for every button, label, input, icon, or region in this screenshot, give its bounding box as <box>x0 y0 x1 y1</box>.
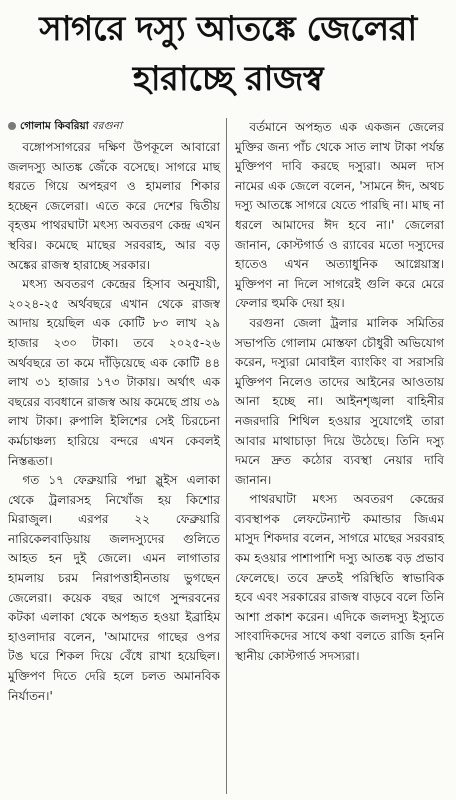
paragraph: বঙ্গোপসাগরের দক্ষিণ উপকূলে আবারো জলদস্যু আতঙ্ক জেঁকে বসেছে। সাগরে মাছ ধরতে গিয়ে অপহরণ ও হামলার শিকার হচ্ছেন জেলেরা। এতে করে দেশের দ্বিতীয় বৃহত্তম পাথরঘাটা মৎস্য অবতরণ কেন্দ্র এখন স্থবির। কমেছে মাছের সরবরাহ, আর বড় অঙ্কের রাজস্ব হারাচ্ছে সরকার। <box>8 140 220 272</box>
paragraph: পাথরঘাটা মৎস্য অবতরণ কেন্দ্রের ব্যবস্থাপক লেফটেন্যান্ট কমান্ডার জিএম মাসুদ শিকদার বলেন, সাগরে মাছের সরবরাহ কম হওয়ার পাশাপাশি দস্যু আতঙ্ক বড় প্রভাব ফেলেছে। তবে দ্রুতই পরিস্থিতি স্বাভাবিক হবে এবং সরকারের রাজস্ব বাড়বে বলে তিনি আশা প্রকাশ করেন। এদিকে জলদস্যু ইস্যুতে সাংবাদিকদের সাথে কথা বলতে রাজি হননি স্থানীয় কোস্টগার্ড সদস্যরা। <box>235 492 444 664</box>
bullet-icon <box>8 122 16 130</box>
headline <box>8 0 448 104</box>
paragraph: গত ১৭ ফেব্রুয়ারি পদ্মা স্লুইস এলাকা থেকে ট্রলারসহ নিখোঁজ হয় কিশোর মিরাজুল। এরপর ২২ ফেব্রুয়ারি নারিকেলবাড়িয়ায় জলদস্যুদের গুলিতে আহত হন দুই জেলে। এমন লাগাতার হামলায় চরম নিরাপত্তাহীনতায় ভুগছেন জেলেরা। কয়েক বছর আগে সুন্দরবনের কটকা এলাকা থেকে অপহৃত হওয়া ইব্রাহিম হাওলাদার বলেন, 'আমাদের গাছের ওপর টঙ ঘরে শিকল দিয়ে বেঁধে রাখা হয়েছিল। মুক্তিপণ দিতে দেরি হলে চলত অমানবিক নির্যাতন।' <box>8 473 220 703</box>
headline-line-1: সাগরে দস্যু আতঙ্কে জেলেরা <box>39 9 417 49</box>
paragraph: মৎস্য অবতরণ কেন্দ্রের হিসাব অনুযায়ী, ২০২৪-২৫ অর্থবছরে এখান থেকে রাজস্ব আদায় হয়েছিল এক কোটি ৮৩ লাখ ২৯ হাজার ২৩০ টাকা। তবে ২০২৫-২৬ অর্থবছরে তা কমে দাঁড়িয়েছে এক কোটি ৪৪ লাখ ৩১ হাজার ১৭৩ টাকায়। অর্থাৎ এক বছরের ব্যবধানে রাজস্ব আয় কমেছে প্রায় ৩৯ লাখ টাকা। রুপালি ইলিশের সেই চিরচেনা কর্মচাঞ্চল্য হারিয়ে বন্দরে এখন কেবলই নিস্তব্ধতা। <box>8 277 220 468</box>
byline-place: বরগুনা <box>91 120 122 132</box>
byline <box>8 118 220 134</box>
headline-line-2: হারাচ্ছে রাজস্ব <box>132 59 324 99</box>
paragraph: বরগুনা জেলা ট্রলার মালিক সমিতির সভাপতি গোলাম মোস্তফা চৌধুরী অভিযোগ করেন, দস্যুরা মোবাইল ব্যাংকিং বা সরাসরি মুক্তিপণ নিলেও তাদের আইনের আওতায় আনা হচ্ছে না। আইনশৃঙ্খলা বাহিনীর নজরদারি শিথিল হওয়ার সুযোগেই তারা আবার মাথাচাড়া দিয়ে উঠেছে। তিনি দস্যু দমনে দ্রুত কঠোর ব্যবস্থা নেয়ার দাবি জানান। <box>235 315 444 487</box>
right-column <box>226 118 444 794</box>
left-column <box>8 118 226 794</box>
byline-author: গোলাম কিবরিয়া <box>20 120 89 132</box>
paragraph: বর্তমানে অপহৃত এক একজন জেলের মুক্তির জন্য পাঁচ থেকে সাত লাখ টাকা পর্যন্ত মুক্তিপণ দাবি করছে দস্যুরা। অমল দাস নামের এক জেলে বলেন, 'সামনে ঈদ, অথচ দস্যু আতঙ্কে সাগরে যেতে পারছি না। মাছ না ধরলে আমাদের ঈদ হবে না।' জেলেরা জানান, কোস্টগার্ড ও র‌্যাবের মতো দস্যুদের হাতেও এখন অত্যাধুনিক আগ্নেয়াস্ত্র। মুক্তিপণ না দিলে সাগরেই গুলি করে মেরে ফেলার হুমকি দেয়া হয়। <box>235 120 444 311</box>
article-body <box>8 118 448 794</box>
